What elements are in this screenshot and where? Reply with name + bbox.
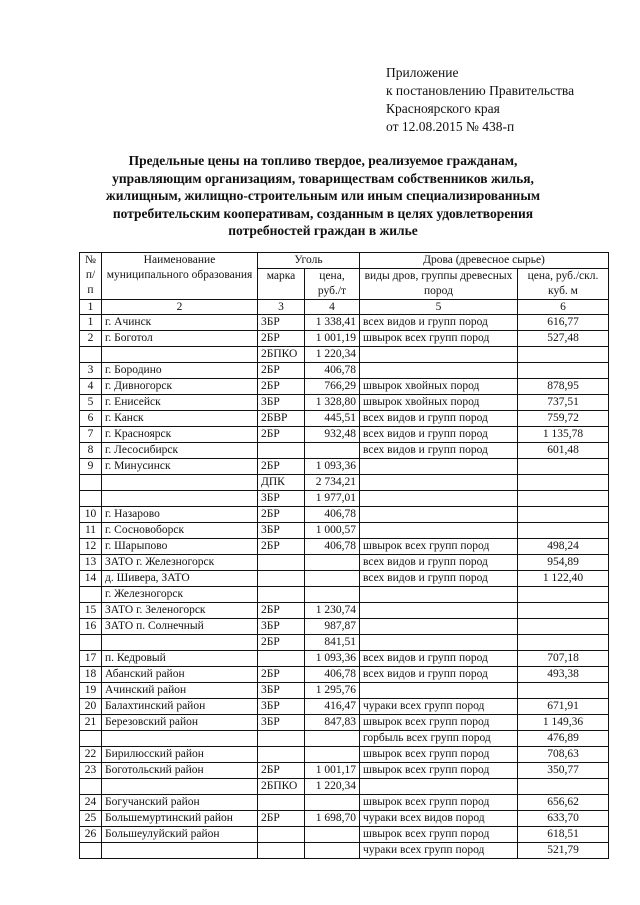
coal-brand [258,827,305,843]
coal-brand: 3БР [258,699,305,715]
coal-price: 1 328,80 [305,395,360,411]
wood-type: чураки всех видов пород [360,811,518,827]
wood-type [360,475,518,491]
wood-price: 616,77 [518,315,609,331]
price-table [79,252,609,859]
wood-type: всех видов и групп пород [360,651,518,667]
municipality-name: г. Канск [102,411,258,427]
table-row [80,475,609,491]
coal-price: 2 734,21 [305,475,360,491]
coal-price: 1 093,36 [305,651,360,667]
wood-type [360,459,518,475]
wood-type: швырок всех групп пород [360,827,518,843]
appendix-header [386,64,574,136]
wood-type: горбыль всех групп пород [360,731,518,747]
wood-price: 656,62 [518,795,609,811]
coal-price: 847,83 [305,715,360,731]
table-row [80,683,609,699]
municipality-name: Балахтинский район [102,699,258,715]
wood-type: чураки всех групп пород [360,843,518,859]
coal-price [305,571,360,587]
municipality-name: ЗАТО г. Зеленогорск [102,603,258,619]
coal-brand: 3БР [258,683,305,699]
coal-price: 406,78 [305,539,360,555]
row-number [80,779,102,795]
municipality-name: Большемуртинский район [102,811,258,827]
row-number: 11 [80,523,102,539]
coal-brand: 3БР [258,395,305,411]
coal-brand [258,843,305,859]
table-row [80,523,609,539]
wood-type [360,491,518,507]
coal-brand: 2БПКО [258,779,305,795]
municipality-name [102,731,258,747]
table-row [80,507,609,523]
column-index: 2 [102,300,258,315]
row-number: 19 [80,683,102,699]
municipality-name: Березовский район [102,715,258,731]
wood-price: 527,48 [518,331,609,347]
row-number: 8 [80,443,102,459]
municipality-name [102,843,258,859]
wood-price [518,635,609,651]
table-row [80,811,609,827]
municipality-name: г. Минусинск [102,459,258,475]
column-header-wood-price: цена, руб./скл. куб. м [518,269,609,300]
wood-price: 708,63 [518,747,609,763]
table-row [80,555,609,571]
wood-price: 1 149,36 [518,715,609,731]
row-number: 3 [80,363,102,379]
table-row [80,715,609,731]
municipality-name: г. Ачинск [102,315,258,331]
table-row [80,347,609,363]
wood-type: чураки всех групп пород [360,699,518,715]
coal-price [305,795,360,811]
table-row [80,763,609,779]
wood-type: всех видов и групп пород [360,555,518,571]
row-number: 15 [80,603,102,619]
coal-brand: 3БР [258,715,305,731]
coal-brand [258,747,305,763]
table-row [80,667,609,683]
table-row [80,731,609,747]
table-header-row [80,253,609,269]
coal-brand: 3БР [258,619,305,635]
wood-price: 633,70 [518,811,609,827]
wood-type [360,523,518,539]
title-line: потребностей граждан в жилье [228,223,418,238]
coal-price [305,827,360,843]
coal-brand [258,555,305,571]
municipality-name: г. Красноярск [102,427,258,443]
table-row [80,779,609,795]
municipality-name: п. Кедровый [102,651,258,667]
wood-price: 498,24 [518,539,609,555]
coal-brand: 2БР [258,427,305,443]
row-number: 1 [80,315,102,331]
row-number: 13 [80,555,102,571]
municipality-name [102,475,258,491]
row-number: 17 [80,651,102,667]
row-number [80,347,102,363]
wood-price: 476,89 [518,731,609,747]
coal-brand: 2БР [258,763,305,779]
wood-type: швырок всех групп пород [360,747,518,763]
table-row [80,843,609,859]
wood-price: 878,95 [518,379,609,395]
wood-type: всех видов и групп пород [360,571,518,587]
row-number: 5 [80,395,102,411]
wood-price [518,779,609,795]
wood-type [360,635,518,651]
column-header-number: № п/п [80,253,102,300]
table-row [80,315,609,331]
row-number: 18 [80,667,102,683]
wood-price [518,491,609,507]
document-title [88,152,558,240]
wood-type [360,347,518,363]
municipality-name: Боготольский район [102,763,258,779]
municipality-name [102,635,258,651]
column-index: 3 [258,300,305,315]
row-number: 10 [80,507,102,523]
coal-price: 406,78 [305,507,360,523]
wood-price [518,507,609,523]
municipality-name: г. Дивногорск [102,379,258,395]
coal-brand [258,587,305,603]
coal-price: 1 220,34 [305,779,360,795]
row-number: 23 [80,763,102,779]
wood-price: 954,89 [518,555,609,571]
table-row [80,411,609,427]
table-row [80,587,609,603]
row-number: 4 [80,379,102,395]
wood-type: швырок всех групп пород [360,763,518,779]
municipality-name: г. Боготол [102,331,258,347]
column-header-name: Наименование муниципального образования [102,253,258,300]
coal-brand: 2БР [258,379,305,395]
coal-price: 416,47 [305,699,360,715]
wood-price: 1 135,78 [518,427,609,443]
coal-price [305,587,360,603]
coal-brand: 2БПКО [258,347,305,363]
wood-price [518,475,609,491]
coal-brand [258,571,305,587]
table-row [80,395,609,411]
coal-brand: 2БР [258,603,305,619]
column-index: 4 [305,300,360,315]
municipality-name [102,779,258,795]
coal-brand: 3БР [258,315,305,331]
column-index: 6 [518,300,609,315]
municipality-name: г. Лесосибирск [102,443,258,459]
wood-price: 737,51 [518,395,609,411]
column-header-wood: Дрова (древесное сырье) [360,253,609,269]
municipality-name: г. Назарово [102,507,258,523]
coal-brand: 2БР [258,331,305,347]
row-number [80,843,102,859]
title-line: потребительским кооперативам, созданным в целях удовлетворения [112,205,534,221]
column-header-coal-price: цена, руб./т [305,269,360,300]
coal-price: 406,78 [305,667,360,683]
column-header-coal: Уголь [258,253,360,269]
row-number: 26 [80,827,102,843]
coal-price: 1 977,01 [305,491,360,507]
wood-type [360,587,518,603]
municipality-name: г. Сосновоборск [102,523,258,539]
wood-type: всех видов и групп пород [360,427,518,443]
column-header-wood-types: виды дров, группы древесных пород [360,269,518,300]
coal-brand: 2БР [258,507,305,523]
appendix-line: Красноярского края [386,101,500,116]
coal-brand [258,731,305,747]
row-number [80,491,102,507]
row-number: 14 [80,571,102,587]
table-row [80,827,609,843]
wood-type: швырок хвойных пород [360,379,518,395]
appendix-line: от 12.08.2015 № 438-п [386,119,515,134]
wood-price: 601,48 [518,443,609,459]
wood-price: 707,18 [518,651,609,667]
municipality-name: Ачинский район [102,683,258,699]
coal-price: 987,87 [305,619,360,635]
table-row [80,651,609,667]
row-number [80,635,102,651]
table-row [80,443,609,459]
table-row [80,747,609,763]
wood-type: швырок всех групп пород [360,795,518,811]
title-line: управляющим организациям, товариществам собственников жилья, [112,170,534,186]
table-row [80,363,609,379]
appendix-line: Приложение [386,65,459,80]
wood-price [518,619,609,635]
coal-brand: 2БР [258,667,305,683]
row-number: 24 [80,795,102,811]
coal-brand [258,443,305,459]
wood-type: швырок всех групп пород [360,331,518,347]
coal-brand: 2БР [258,635,305,651]
wood-type [360,683,518,699]
coal-price: 841,51 [305,635,360,651]
row-number: 6 [80,411,102,427]
title-line: Предельные цены на топливо твердое, реализуемое гражданам, [128,153,518,168]
column-index: 5 [360,300,518,315]
municipality-name [102,347,258,363]
coal-brand [258,795,305,811]
wood-type: швырок всех групп пород [360,715,518,731]
coal-price: 766,29 [305,379,360,395]
wood-price: 618,51 [518,827,609,843]
wood-price: 521,79 [518,843,609,859]
wood-price: 671,91 [518,699,609,715]
wood-price [518,347,609,363]
coal-price: 445,51 [305,411,360,427]
coal-price: 1 001,19 [305,331,360,347]
municipality-name: Большеулуйский район [102,827,258,843]
row-number: 25 [80,811,102,827]
row-number: 9 [80,459,102,475]
row-number: 20 [80,699,102,715]
coal-price: 1 338,41 [305,315,360,331]
wood-type: швырок хвойных пород [360,395,518,411]
column-index: 1 [80,300,102,315]
title-line: жилищным, жилищно-строительным или иным специализированным [105,188,541,203]
table-row [80,539,609,555]
coal-price: 932,48 [305,427,360,443]
coal-brand: 3БР [258,523,305,539]
column-header-brand: марка [258,269,305,300]
wood-type [360,603,518,619]
coal-brand: 2БР [258,811,305,827]
column-index-row [80,300,609,315]
wood-price [518,603,609,619]
municipality-name: г. Железногорск [102,587,258,603]
row-number: 12 [80,539,102,555]
coal-price: 406,78 [305,363,360,379]
municipality-name: д. Шивера, ЗАТО [102,571,258,587]
municipality-name: г. Енисейск [102,395,258,411]
wood-price [518,683,609,699]
row-number: 22 [80,747,102,763]
coal-price: 1 698,70 [305,811,360,827]
table-row [80,571,609,587]
wood-price: 493,38 [518,667,609,683]
table-row [80,491,609,507]
coal-brand: 3БР [258,491,305,507]
coal-price: 1 295,76 [305,683,360,699]
wood-price [518,363,609,379]
municipality-name: ЗАТО п. Солнечный [102,619,258,635]
coal-price [305,555,360,571]
table-row [80,459,609,475]
coal-price: 1 220,34 [305,347,360,363]
coal-price: 1 000,57 [305,523,360,539]
wood-type: всех видов и групп пород [360,667,518,683]
row-number: 16 [80,619,102,635]
municipality-name: Богучанский район [102,795,258,811]
wood-price: 1 122,40 [518,571,609,587]
wood-type [360,619,518,635]
coal-brand [258,651,305,667]
wood-type [360,507,518,523]
appendix-line: к постановлению Правительства [386,83,575,98]
municipality-name: г. Бородино [102,363,258,379]
row-number [80,587,102,603]
coal-brand: 2БР [258,539,305,555]
row-number [80,475,102,491]
wood-price: 350,77 [518,763,609,779]
coal-price: 1 230,74 [305,603,360,619]
table-row [80,699,609,715]
coal-price: 1 001,17 [305,763,360,779]
row-number: 2 [80,331,102,347]
municipality-name: Бирилюсский район [102,747,258,763]
wood-type: всех видов и групп пород [360,411,518,427]
row-number: 7 [80,427,102,443]
wood-type: всех видов и групп пород [360,443,518,459]
coal-price [305,443,360,459]
table-row [80,635,609,651]
table-row [80,603,609,619]
coal-price: 1 093,36 [305,459,360,475]
coal-brand: 2БР [258,459,305,475]
coal-price [305,731,360,747]
wood-price [518,459,609,475]
municipality-name: Абанский район [102,667,258,683]
wood-price [518,523,609,539]
table-row [80,795,609,811]
municipality-name: ЗАТО г. Железногорск [102,555,258,571]
wood-type: всех видов и групп пород [360,315,518,331]
wood-type [360,363,518,379]
coal-brand: ДПК [258,475,305,491]
wood-price [518,587,609,603]
wood-type: швырок всех групп пород [360,539,518,555]
table-row [80,619,609,635]
row-number [80,731,102,747]
coal-brand: 2БР [258,363,305,379]
table-row [80,331,609,347]
coal-price [305,747,360,763]
coal-brand: 2БВР [258,411,305,427]
municipality-name [102,491,258,507]
wood-price: 759,72 [518,411,609,427]
table-row [80,427,609,443]
coal-price [305,843,360,859]
row-number: 21 [80,715,102,731]
municipality-name: г. Шарыпово [102,539,258,555]
table-row [80,379,609,395]
wood-type [360,779,518,795]
